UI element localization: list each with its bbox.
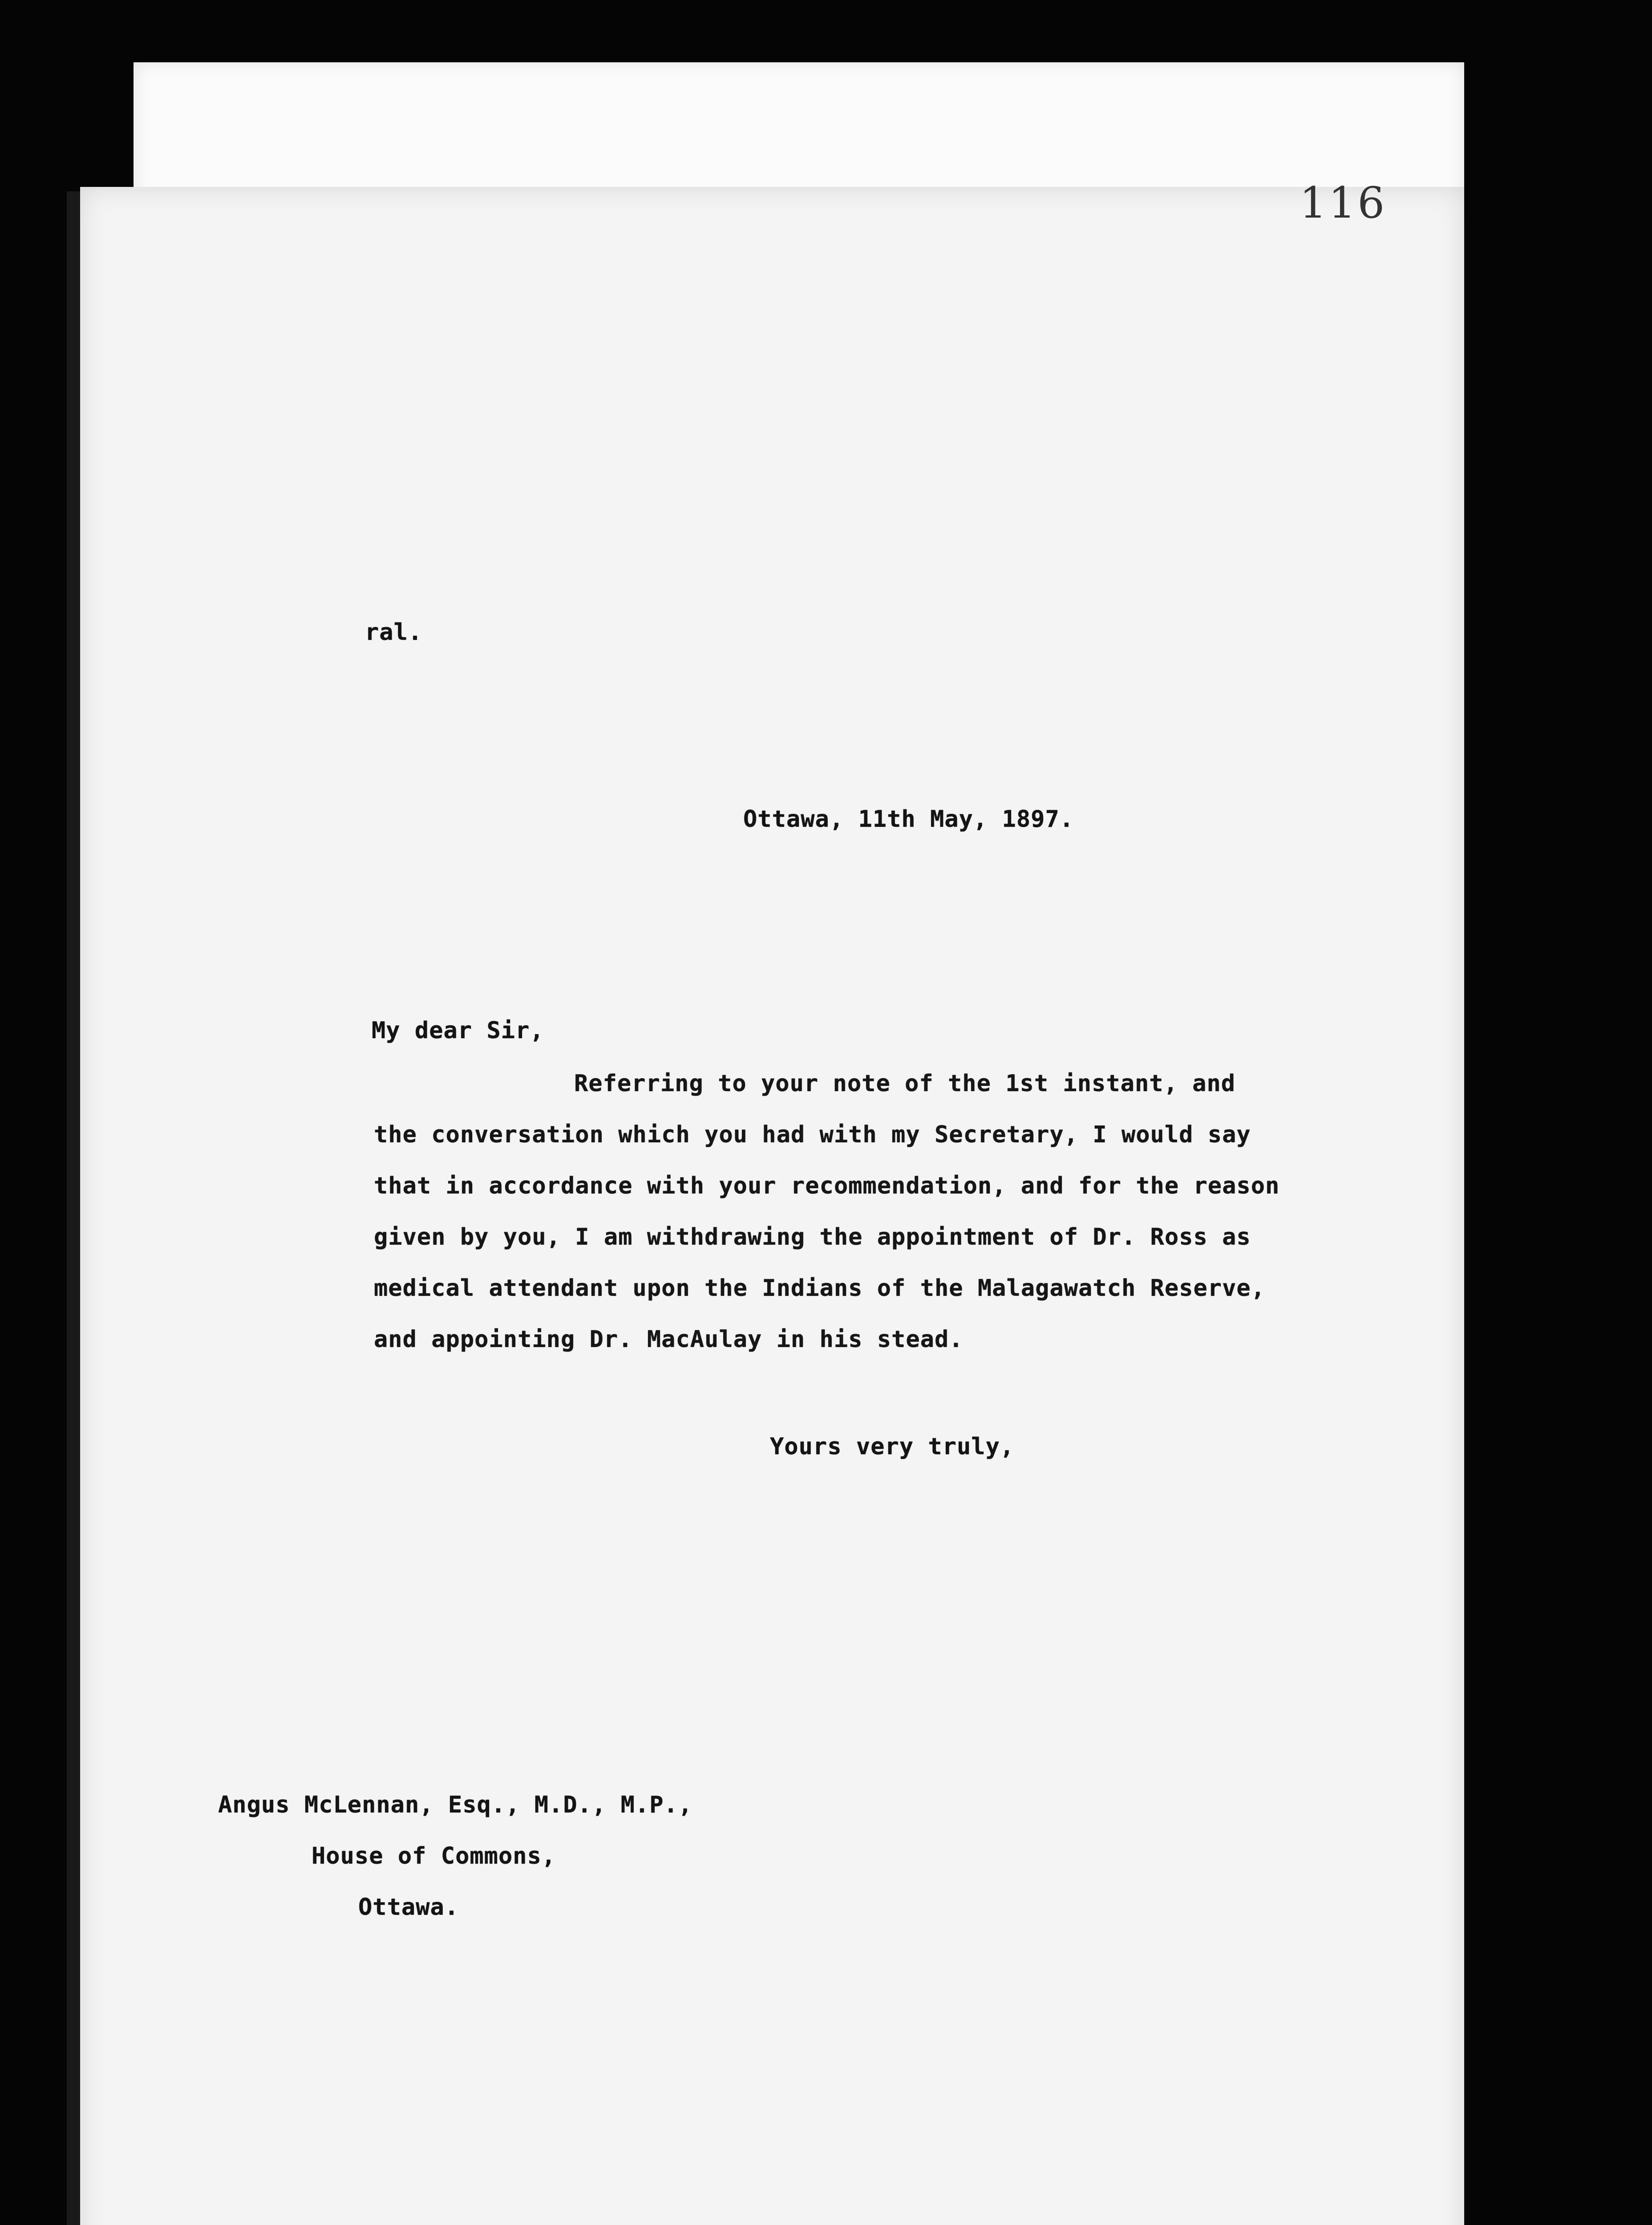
page-left-edge [67,191,80,2225]
dateline: Ottawa, 11th May, 1897. [743,806,1074,833]
recipient-city: Ottawa. [358,1894,459,1921]
recipient-address-line: House of Commons, [312,1843,556,1869]
body-line: medical attendant upon the Indians of the Malagawatch Reserve, [374,1275,1266,1302]
document-page [80,187,1464,2225]
header-fragment: ral. [365,619,423,646]
recipient-name: Angus McLennan, Esq., M.D., M.P., [218,1792,693,1818]
body-line: Referring to your note of the 1st instant, and [574,1070,1236,1097]
body-line: given by you, I am withdrawing the appointment of Dr. Ross as [374,1224,1251,1250]
page-number: 116 [1300,178,1387,228]
salutation: My dear Sir, [372,1017,544,1044]
body-line: that in accordance with your recommendation, and for the reason [374,1173,1280,1199]
body-line: and appointing Dr. MacAulay in his stead. [374,1326,964,1353]
closing: Yours very truly, [770,1433,1015,1460]
body-line: the conversation which you had with my Secretary, I would say [374,1121,1251,1148]
